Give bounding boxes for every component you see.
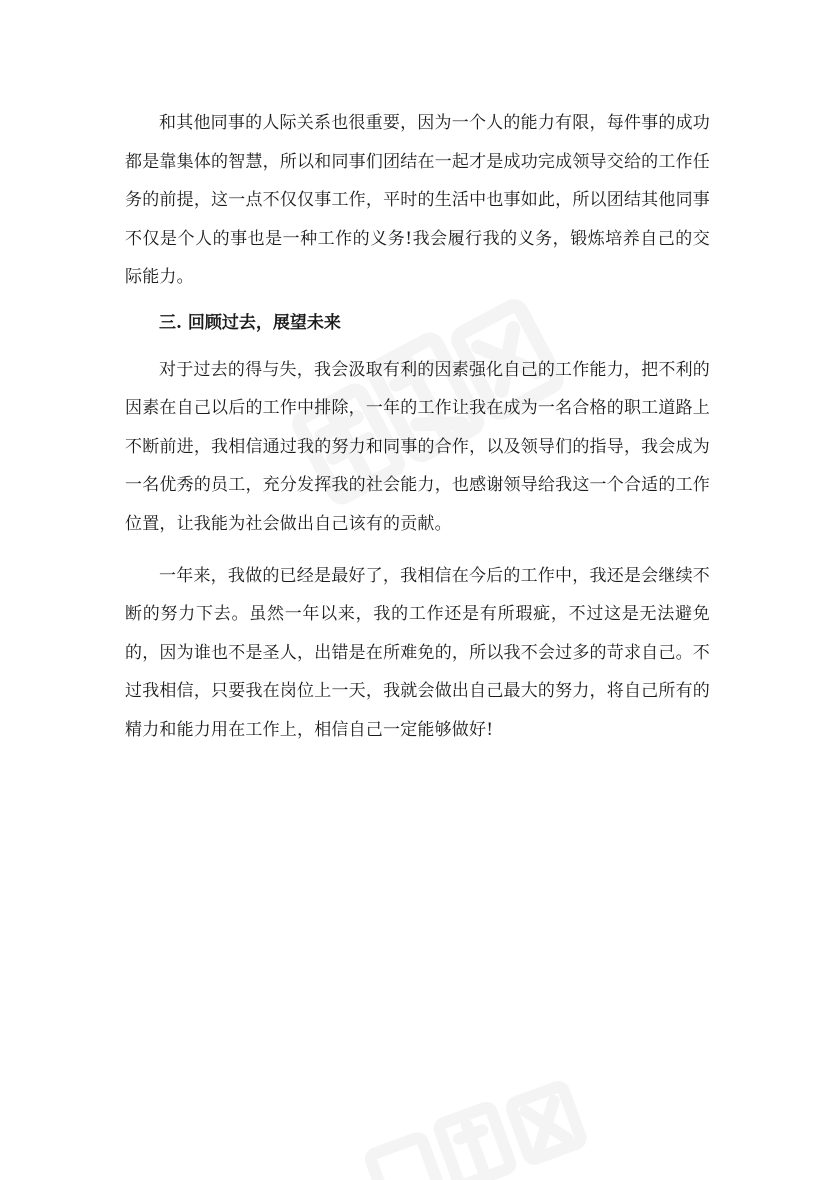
- section-heading-review-outlook: 三. 回顾过去，展望未来: [159, 312, 341, 333]
- document-body: [125, 104, 710, 750]
- paragraph-year-summary: 一年来，我做的已经是最好了，我相信在今后的工作中，我还是会继续不断的努力下去。虽然一年以来，我的工作还是有所瑕疵，不过这是无法避免的，因为谁也不是圣人，出错是在所难免的，所以我不会过多的苛求自己。不过我相信，只要我在岗位上一天，我就会做出自己最大的努力，将自己所有的精力和能力用在工作上，相信自己一定能够做好!: [125, 565, 710, 740]
- paragraph-colleague-relations: 和其他同事的人际关系也很重要，因为一个人的能力有限，每件事的成功都是靠集体的智慧，所以和同事们团结在一起才是成功完成领导交给的工作任务的前提，这一点不仅仅事工作，平时的生活中也事如此，所以团结其他同事不仅是个人的事也是一种工作的义务!我会履行我的义务，锻炼培养自己的交际能力。: [125, 113, 710, 288]
- paragraph-gains-and-losses: 对于过去的得与失，我会汲取有利的因素强化自己的工作能力，把不利的因素在自己以后的工作中排除，一年的工作让我在成为一名合格的职工道路上不断前进，我相信通过我的努力和同事的合作，以及领导们的指导，我会成为一名优秀的员工，充分发挥我的社会能力，也感谢领导给我这一个合适的工作位置，让我能为社会做出自己该有的贡献。: [125, 359, 710, 534]
- watermark-logo-bottom: [340, 1080, 600, 1180]
